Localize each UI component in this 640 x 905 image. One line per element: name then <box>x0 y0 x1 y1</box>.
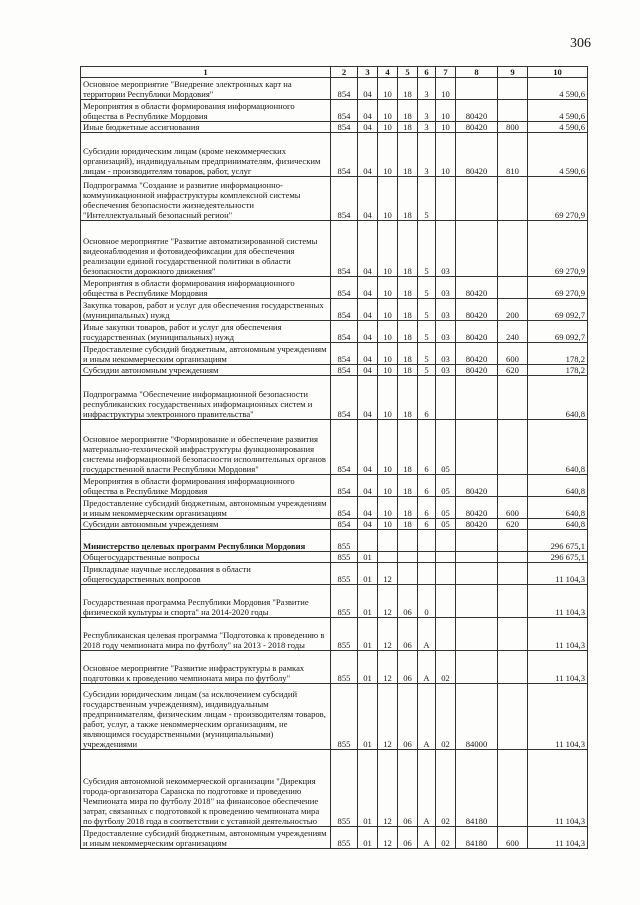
cell-col-4: 10 <box>378 133 398 177</box>
cell-col-4: 10 <box>378 100 398 122</box>
cell-col-7: 02 <box>436 750 456 827</box>
cell-col-10: 4 590,6 <box>528 122 588 133</box>
cell-col-4: 10 <box>378 497 398 519</box>
cell-col-5 <box>398 563 418 585</box>
cell-col-6: А <box>418 827 436 849</box>
cell-col-6: 5 <box>418 365 436 376</box>
cell-col-3: 01 <box>358 563 378 585</box>
row-name-cell: Основное мероприятие "Развитие автоматизированной системы видеонаблюдения и фотовидеофиксации для обеспечения реализации единой государственной политики в области безопасности дорожного движения" <box>81 221 331 277</box>
cell-col-3: 04 <box>358 277 378 299</box>
cell-col-7: 03 <box>436 299 456 321</box>
cell-col-2: 855 <box>331 651 358 684</box>
cell-col-5: 18 <box>398 321 418 343</box>
cell-col-9 <box>498 78 528 100</box>
cell-col-9 <box>498 750 528 827</box>
cell-col-6: 3 <box>418 78 436 100</box>
cell-col-5: 18 <box>398 78 418 100</box>
cell-col-10: 640,8 <box>528 519 588 530</box>
cell-col-10: 178,2 <box>528 365 588 376</box>
table-row <box>81 519 588 530</box>
cell-col-9 <box>498 277 528 299</box>
cell-col-3: 04 <box>358 122 378 133</box>
cell-col-8: 80420 <box>456 321 498 343</box>
table-row <box>81 552 588 563</box>
cell-col-9 <box>498 100 528 122</box>
cell-col-8 <box>456 585 498 618</box>
cell-col-9 <box>498 475 528 497</box>
cell-col-9 <box>498 221 528 277</box>
cell-col-2: 854 <box>331 376 358 420</box>
cell-col-7 <box>436 376 456 420</box>
cell-col-2: 854 <box>331 100 358 122</box>
cell-col-2: 854 <box>331 519 358 530</box>
cell-col-6: 6 <box>418 475 436 497</box>
cell-col-9: 810 <box>498 133 528 177</box>
cell-col-3 <box>358 530 378 552</box>
cell-col-9: 600 <box>498 343 528 365</box>
cell-col-3: 01 <box>358 827 378 849</box>
cell-col-7: 10 <box>436 122 456 133</box>
cell-col-5: 18 <box>398 365 418 376</box>
cell-col-7: 03 <box>436 343 456 365</box>
cell-col-9 <box>498 618 528 651</box>
cell-col-5: 06 <box>398 750 418 827</box>
column-header-10: 10 <box>528 67 588 78</box>
table-row <box>81 343 588 365</box>
cell-col-6 <box>418 563 436 585</box>
cell-col-3: 01 <box>358 684 378 750</box>
cell-col-4: 10 <box>378 277 398 299</box>
cell-col-6: 6 <box>418 519 436 530</box>
row-name-cell: Иные бюджетные ассигнования <box>81 122 331 133</box>
cell-col-4: 10 <box>378 78 398 100</box>
cell-col-6: А <box>418 684 436 750</box>
cell-col-8 <box>456 221 498 277</box>
table-row <box>81 133 588 177</box>
cell-col-7: 10 <box>436 78 456 100</box>
table-row <box>81 563 588 585</box>
cell-col-8 <box>456 177 498 221</box>
cell-col-2: 855 <box>331 530 358 552</box>
cell-col-7: 10 <box>436 100 456 122</box>
cell-col-4: 10 <box>378 221 398 277</box>
row-name-cell: Субсидия автономной некоммерческой организации "Дирекция города-организатора Саранска по подготовке и проведению Чемпионата мира по футболу 2018" на финансовое обеспечение затрат, связанных с подготовкой к проведению чемпионата мира по футболу 2018 года в соответствии с уставной деятельностью <box>81 750 331 827</box>
cell-col-7 <box>436 530 456 552</box>
cell-col-2: 854 <box>331 122 358 133</box>
row-name-cell: Основное мероприятие "Формирование и обеспечение развития материально-технической инфраструктуры функционирования системы информационной безопасности исполнительных органов государственной власти Республики Мордовия" <box>81 420 331 475</box>
cell-col-10: 11 104,3 <box>528 563 588 585</box>
cell-col-8 <box>456 618 498 651</box>
cell-col-2: 855 <box>331 618 358 651</box>
row-name-cell: Подпрограмма "Создание и развитие информационно-коммуникационной инфраструктуры комплексной системы обеспечения безопасности жизнедеятельности "Интеллектуальный безопасный регион" <box>81 177 331 221</box>
cell-col-3: 04 <box>358 420 378 475</box>
column-header-4: 4 <box>378 67 398 78</box>
cell-col-2: 854 <box>331 299 358 321</box>
cell-col-6: 5 <box>418 277 436 299</box>
cell-col-9 <box>498 420 528 475</box>
table-row <box>81 277 588 299</box>
row-name-cell: Субсидии автономным учреждениям <box>81 365 331 376</box>
cell-col-9: 200 <box>498 299 528 321</box>
cell-col-8: 84180 <box>456 827 498 849</box>
row-name-cell: Мероприятия в области формирования информационного общества в Республике Мордовия <box>81 475 331 497</box>
cell-col-8: 80420 <box>456 133 498 177</box>
cell-col-9 <box>498 684 528 750</box>
table-body <box>81 78 588 849</box>
cell-col-3: 04 <box>358 133 378 177</box>
table-row <box>81 750 588 827</box>
cell-col-7: 03 <box>436 221 456 277</box>
row-name-cell: Предоставление субсидий бюджетным, автономным учреждениям и иным некоммерческим организациям <box>81 827 331 849</box>
cell-col-4: 12 <box>378 618 398 651</box>
cell-col-4: 10 <box>378 365 398 376</box>
row-name-cell: Предоставление субсидий бюджетным, автономным учреждениям и иным некоммерческим организациям <box>81 343 331 365</box>
header-row <box>81 67 588 78</box>
cell-col-5: 18 <box>398 519 418 530</box>
column-header-2: 2 <box>331 67 358 78</box>
cell-col-3: 01 <box>358 651 378 684</box>
cell-col-7: 02 <box>436 827 456 849</box>
row-name-cell: Субсидии автономным учреждениям <box>81 519 331 530</box>
cell-col-5: 18 <box>398 376 418 420</box>
cell-col-8: 80420 <box>456 343 498 365</box>
cell-col-5: 06 <box>398 651 418 684</box>
cell-col-4: 10 <box>378 299 398 321</box>
cell-col-7: 05 <box>436 475 456 497</box>
cell-col-2: 855 <box>331 552 358 563</box>
cell-col-9 <box>498 552 528 563</box>
row-name-cell: Подпрограмма "Обеспечение информационной безопасности республиканских государственных информационных систем и инфраструктуры электронного правительства" <box>81 376 331 420</box>
cell-col-6: 0 <box>418 585 436 618</box>
table-row <box>81 585 588 618</box>
cell-col-10: 69 092,7 <box>528 321 588 343</box>
cell-col-8: 80420 <box>456 497 498 519</box>
cell-col-3: 01 <box>358 552 378 563</box>
cell-col-10: 69 270,9 <box>528 177 588 221</box>
table-row <box>81 365 588 376</box>
column-header-8: 8 <box>456 67 498 78</box>
cell-col-8: 84000 <box>456 684 498 750</box>
row-name-cell: Субсидии юридическим лицам (за исключением субсидий государственным учреждениям), индивидуальным предпринимателям, физическим лицам - производителям товаров, работ, услуг, а также некоммерческим организациям, не являющимся государственными (муниципальными) учреждениями <box>81 684 331 750</box>
cell-col-4: 12 <box>378 827 398 849</box>
column-header-6: 6 <box>418 67 436 78</box>
cell-col-4: 10 <box>378 475 398 497</box>
cell-col-7 <box>436 618 456 651</box>
cell-col-4 <box>378 552 398 563</box>
cell-col-6: 5 <box>418 299 436 321</box>
cell-col-5: 18 <box>398 497 418 519</box>
cell-col-5: 18 <box>398 299 418 321</box>
row-name-cell: Предоставление субсидий бюджетным, автономным учреждениям и иным некоммерческим организациям <box>81 497 331 519</box>
column-header-1: 1 <box>81 67 331 78</box>
cell-col-3: 04 <box>358 343 378 365</box>
column-header-5: 5 <box>398 67 418 78</box>
table-row <box>81 78 588 100</box>
cell-col-3: 01 <box>358 750 378 827</box>
cell-col-2: 855 <box>331 750 358 827</box>
cell-col-5: 18 <box>398 343 418 365</box>
cell-col-10: 640,8 <box>528 497 588 519</box>
cell-col-7: 02 <box>436 684 456 750</box>
cell-col-3: 04 <box>358 299 378 321</box>
cell-col-8: 80420 <box>456 475 498 497</box>
cell-col-6: 3 <box>418 133 436 177</box>
cell-col-2: 854 <box>331 343 358 365</box>
cell-col-10: 11 104,3 <box>528 618 588 651</box>
cell-col-9 <box>498 376 528 420</box>
cell-col-2: 855 <box>331 563 358 585</box>
table-row <box>81 122 588 133</box>
cell-col-5: 18 <box>398 221 418 277</box>
cell-col-9: 600 <box>498 827 528 849</box>
cell-col-4: 10 <box>378 420 398 475</box>
table-row <box>81 177 588 221</box>
cell-col-8 <box>456 376 498 420</box>
cell-col-3: 04 <box>358 365 378 376</box>
cell-col-10: 640,8 <box>528 420 588 475</box>
cell-col-7: 05 <box>436 420 456 475</box>
cell-col-6: 5 <box>418 343 436 365</box>
cell-col-6: 5 <box>418 221 436 277</box>
cell-col-2: 854 <box>331 221 358 277</box>
cell-col-4: 10 <box>378 122 398 133</box>
cell-col-2: 854 <box>331 365 358 376</box>
row-name-cell: Субсидии юридическим лицам (кроме некоммерческих организаций), индивидуальным предпринимателям, физическим лицам - производителям товаров, работ, услуг <box>81 133 331 177</box>
cell-col-3: 04 <box>358 497 378 519</box>
table-row <box>81 497 588 519</box>
cell-col-9 <box>498 530 528 552</box>
cell-col-5: 18 <box>398 122 418 133</box>
row-name-cell: Мероприятия в области формирования информационного общества в Республике Мордовия <box>81 100 331 122</box>
page-number: 306 <box>570 36 591 51</box>
table-row <box>81 376 588 420</box>
cell-col-8 <box>456 78 498 100</box>
cell-col-5: 18 <box>398 100 418 122</box>
cell-col-2: 854 <box>331 133 358 177</box>
cell-col-10: 640,8 <box>528 376 588 420</box>
table-row <box>81 530 588 552</box>
table-row <box>81 475 588 497</box>
table-row <box>81 100 588 122</box>
cell-col-3: 01 <box>358 585 378 618</box>
cell-col-5: 18 <box>398 177 418 221</box>
cell-col-8 <box>456 420 498 475</box>
cell-col-3: 04 <box>358 100 378 122</box>
cell-col-4: 10 <box>378 177 398 221</box>
cell-col-7: 03 <box>436 277 456 299</box>
cell-col-2: 855 <box>331 684 358 750</box>
cell-col-3: 04 <box>358 221 378 277</box>
cell-col-2: 855 <box>331 585 358 618</box>
cell-col-10: 4 590,6 <box>528 78 588 100</box>
cell-col-4 <box>378 530 398 552</box>
row-name-cell: Министерство целевых программ Республики Мордовия <box>81 530 331 552</box>
cell-col-2: 854 <box>331 475 358 497</box>
cell-col-5: 18 <box>398 475 418 497</box>
cell-col-10: 4 590,6 <box>528 133 588 177</box>
row-name-cell: Мероприятия в области формирования информационного общества в Республике Мордовия <box>81 277 331 299</box>
cell-col-2: 854 <box>331 321 358 343</box>
cell-col-10: 296 675,1 <box>528 552 588 563</box>
cell-col-8: 80420 <box>456 365 498 376</box>
cell-col-5: 06 <box>398 618 418 651</box>
row-name-cell: Республиканская целевая программа "Подготовка к проведению в 2018 году чемпионата мира по футболу" на 2013 - 2018 годы <box>81 618 331 651</box>
cell-col-5: 06 <box>398 585 418 618</box>
table-row <box>81 827 588 849</box>
table-row <box>81 651 588 684</box>
cell-col-2: 855 <box>331 827 358 849</box>
row-name-cell: Иные закупки товаров, работ и услуг для обеспечения государственных (муниципальных) нужд <box>81 321 331 343</box>
cell-col-5 <box>398 552 418 563</box>
row-name-cell: Основное мероприятие "Развитие инфраструктуры в рамках подготовки к проведению чемпионата мира по футболу" <box>81 651 331 684</box>
row-name-cell: Основное мероприятие "Внедрение электронных карт на территории Республики Мордовия" <box>81 78 331 100</box>
cell-col-9 <box>498 177 528 221</box>
cell-col-6: А <box>418 750 436 827</box>
cell-col-9: 600 <box>498 497 528 519</box>
cell-col-4: 10 <box>378 519 398 530</box>
cell-col-6: А <box>418 651 436 684</box>
cell-col-2: 854 <box>331 420 358 475</box>
cell-col-3: 04 <box>358 475 378 497</box>
cell-col-5: 06 <box>398 684 418 750</box>
cell-col-10: 4 590,6 <box>528 100 588 122</box>
cell-col-7: 03 <box>436 365 456 376</box>
cell-col-8 <box>456 651 498 684</box>
cell-col-3: 04 <box>358 78 378 100</box>
cell-col-4: 10 <box>378 321 398 343</box>
cell-col-4: 10 <box>378 376 398 420</box>
budget-table <box>80 66 588 849</box>
cell-col-7: 02 <box>436 651 456 684</box>
cell-col-8: 80420 <box>456 100 498 122</box>
cell-col-5: 18 <box>398 420 418 475</box>
table-row <box>81 299 588 321</box>
cell-col-5 <box>398 530 418 552</box>
cell-col-10: 178,2 <box>528 343 588 365</box>
cell-col-9: 620 <box>498 365 528 376</box>
cell-col-4: 12 <box>378 563 398 585</box>
cell-col-7 <box>436 563 456 585</box>
cell-col-10: 11 104,3 <box>528 750 588 827</box>
cell-col-7 <box>436 177 456 221</box>
cell-col-9: 240 <box>498 321 528 343</box>
cell-col-10: 11 104,3 <box>528 651 588 684</box>
cell-col-5: 18 <box>398 277 418 299</box>
cell-col-6: 6 <box>418 497 436 519</box>
table-row <box>81 221 588 277</box>
table-row <box>81 321 588 343</box>
cell-col-10: 69 270,9 <box>528 221 588 277</box>
cell-col-7 <box>436 552 456 563</box>
cell-col-7: 05 <box>436 497 456 519</box>
cell-col-2: 854 <box>331 78 358 100</box>
cell-col-9: 800 <box>498 122 528 133</box>
cell-col-4: 12 <box>378 651 398 684</box>
cell-col-4: 12 <box>378 585 398 618</box>
cell-col-9 <box>498 651 528 684</box>
cell-col-6 <box>418 530 436 552</box>
cell-col-10: 296 675,1 <box>528 530 588 552</box>
cell-col-8: 80420 <box>456 122 498 133</box>
row-name-cell: Прикладные научные исследования в области общегосударственных вопросов <box>81 563 331 585</box>
table-row <box>81 684 588 750</box>
cell-col-8: 80420 <box>456 299 498 321</box>
cell-col-3: 04 <box>358 376 378 420</box>
cell-col-6: 5 <box>418 177 436 221</box>
cell-col-10: 69 270,9 <box>528 277 588 299</box>
cell-col-8: 84180 <box>456 750 498 827</box>
cell-col-9: 620 <box>498 519 528 530</box>
cell-col-10: 11 104,3 <box>528 585 588 618</box>
cell-col-4: 12 <box>378 684 398 750</box>
cell-col-9 <box>498 563 528 585</box>
cell-col-6: 3 <box>418 122 436 133</box>
cell-col-8 <box>456 552 498 563</box>
cell-col-4: 10 <box>378 343 398 365</box>
cell-col-2: 854 <box>331 177 358 221</box>
cell-col-6: А <box>418 618 436 651</box>
cell-col-8 <box>456 530 498 552</box>
cell-col-10: 11 104,3 <box>528 827 588 849</box>
cell-col-2: 854 <box>331 277 358 299</box>
cell-col-10: 11 104,3 <box>528 684 588 750</box>
cell-col-7: 03 <box>436 321 456 343</box>
column-header-7: 7 <box>436 67 456 78</box>
table-row <box>81 420 588 475</box>
cell-col-7: 10 <box>436 133 456 177</box>
cell-col-9 <box>498 585 528 618</box>
cell-col-10: 640,8 <box>528 475 588 497</box>
cell-col-7 <box>436 585 456 618</box>
cell-col-7: 05 <box>436 519 456 530</box>
cell-col-5: 06 <box>398 827 418 849</box>
cell-col-6: 6 <box>418 376 436 420</box>
cell-col-4: 12 <box>378 750 398 827</box>
cell-col-3: 04 <box>358 519 378 530</box>
cell-col-5: 18 <box>398 133 418 177</box>
cell-col-2: 854 <box>331 497 358 519</box>
cell-col-3: 04 <box>358 321 378 343</box>
row-name-cell: Государственная программа Республики Мордовия "Развитие физической культуры и спорта" на 2014-2020 годы <box>81 585 331 618</box>
cell-col-3: 04 <box>358 177 378 221</box>
cell-col-8: 80420 <box>456 277 498 299</box>
cell-col-8 <box>456 563 498 585</box>
cell-col-6: 3 <box>418 100 436 122</box>
cell-col-6: 5 <box>418 321 436 343</box>
table-row <box>81 618 588 651</box>
cell-col-3: 01 <box>358 618 378 651</box>
cell-col-6: 6 <box>418 420 436 475</box>
column-header-9: 9 <box>498 67 528 78</box>
cell-col-6 <box>418 552 436 563</box>
column-header-3: 3 <box>358 67 378 78</box>
cell-col-10: 69 092,7 <box>528 299 588 321</box>
row-name-cell: Общегосударственные вопросы <box>81 552 331 563</box>
row-name-cell: Закупка товаров, работ и услуг для обеспечения государственных (муниципальных) нужд <box>81 299 331 321</box>
cell-col-8: 80420 <box>456 519 498 530</box>
